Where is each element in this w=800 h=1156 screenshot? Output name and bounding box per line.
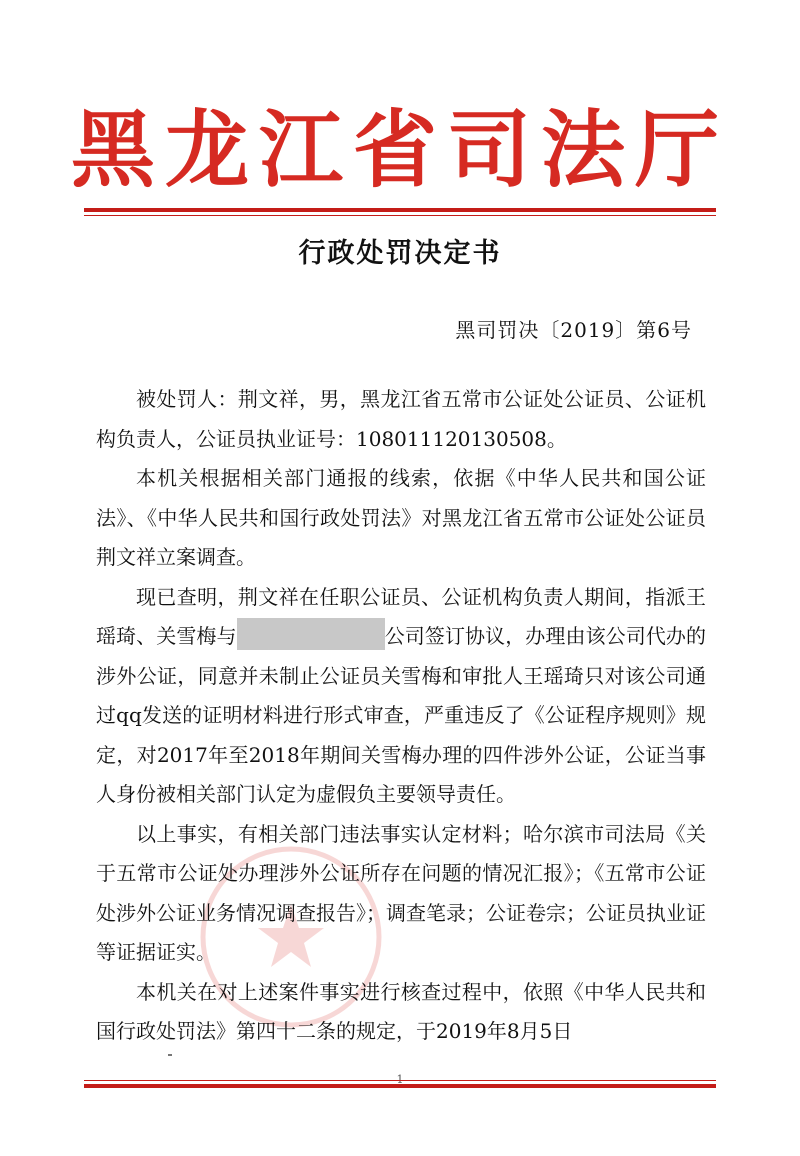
document-number: 黑司罚决〔2019〕第6号 [455, 318, 692, 342]
findings-text-before-redaction: 现已查明，荆文祥在任职公证员、公证机构负责人期间，指派王瑶琦、关雪梅与 [96, 584, 706, 648]
footer-red-rule-thin [84, 1080, 716, 1081]
issuing-authority-header: 黑龙江省司法厅 [70, 100, 729, 199]
header-red-rule-thin [84, 215, 716, 216]
paragraph-party-info: 被处罚人：荆文祥，男，黑龙江省五常市公证处公证员、公证机构负责人，公证员执业证号：108011120130508。 [96, 387, 706, 451]
paragraph-evidence: 以上事实，有相关部门违法事实认定材料；哈尔滨市司法局《关于五常市公证处办理涉外公证所存在问题的情况汇报》；《五常市公证处涉外公证业务情况调查报告》；调查笔录；公证卷宗；公证员执业证等证据证实。 [96, 821, 706, 964]
scan-mark [168, 1054, 172, 1056]
document-title: 行政处罚决定书 [298, 238, 502, 269]
decision-body [96, 380, 706, 1052]
paragraph-case-basis: 本机关根据相关部门通报的线索，依据《中华人民共和国公证法》、《中华人民共和国行政处罚法》对黑龙江省五常市公证处公证员荆文祥立案调查。 [96, 466, 706, 569]
redacted-company-name [237, 618, 385, 650]
footer-red-rule-thick [84, 1084, 716, 1088]
paragraph-findings [96, 578, 706, 815]
paragraph-procedure: 本机关在对上述案件事实进行核查过程中，依照《中华人民共和国行政处罚法》第四十二条的规定，于2019年8月5日 [96, 979, 706, 1043]
findings-text-after-redaction: 公司签订协议，办理由该公司代办的涉外公证，同意并未制止公证员关雪梅和审批人王瑶琦只对该公司通过qq发送的证明材料进行形式审查，严重违反了《公证程序规则》规定，对2017年至2018年期间关雪梅办理的四件涉外公证，公证当事人身份被相关部门认定为虚假负主要领导责任。 [96, 624, 707, 806]
header-red-rule-thick [84, 208, 716, 212]
